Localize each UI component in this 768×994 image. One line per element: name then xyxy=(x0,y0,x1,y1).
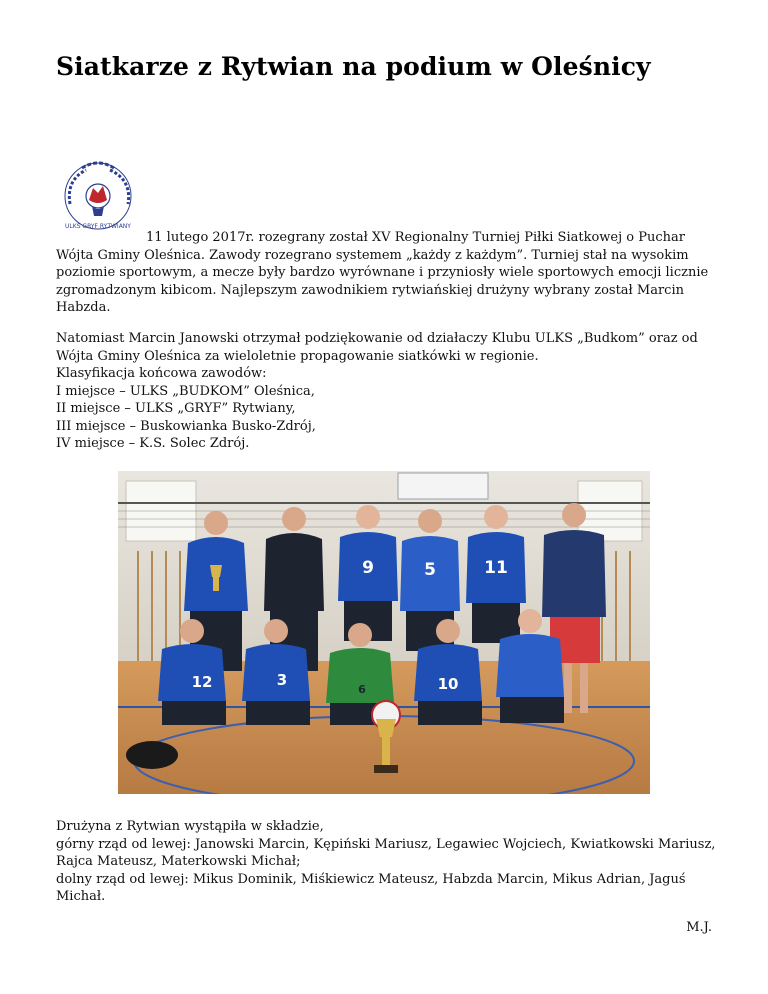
results-line: Klasyfikacja końcowa zawodów: xyxy=(56,366,267,381)
results-line: I miejsce – ULKS „BUDKOM” Oleśnica, xyxy=(56,383,315,399)
jersey-number: 9 xyxy=(362,558,374,578)
results-paragraph xyxy=(56,330,716,453)
article-title: Siatkarze z Rytwian na podium w Oleśnicy xyxy=(56,52,651,81)
team-photo xyxy=(118,471,650,794)
jersey-number: 3 xyxy=(276,671,288,689)
caption-line: Drużyna z Rytwian wystąpiła w składzie, xyxy=(56,819,324,834)
results-line: Natomiast Marcin Janowski otrzymał podziękowanie od działaczy Klubu ULKS „Budkom” oraz od xyxy=(56,331,698,346)
intro-paragraph xyxy=(56,229,716,317)
results-line: II miejsce – ULKS „GRYF” Rytwiany, xyxy=(56,401,296,416)
jersey-number: 12 xyxy=(191,673,213,691)
gryf-club-emblem-icon xyxy=(56,160,140,232)
photo-caption xyxy=(56,818,726,906)
jersey-number: 6 xyxy=(358,683,366,696)
jersey-number: 11 xyxy=(484,558,508,578)
results-line: IV miejsce – K.S. Solec Zdrój. xyxy=(56,436,250,451)
jersey-number: 5 xyxy=(424,560,436,580)
caption-line: górny rząd od lewej: Janowski Marcin, Kępiński Mariusz, Legawiec Wojciech, Kwiatkowski Mariusz, xyxy=(56,836,716,852)
caption-line: Rajca Mateusz, Materkowski Michał; xyxy=(56,854,301,869)
results-line: Wójta Gminy Oleśnica za wieloletnie propagowanie siatkówki w regionie. xyxy=(56,348,539,364)
jersey-number: 10 xyxy=(437,675,459,693)
caption-line: dolny rząd od lewej: Mikus Dominik, Miśkiewicz Mateusz, Habzda Marcin, Mikus Adrian, Jaguś xyxy=(56,871,686,887)
author-signature: M.J. xyxy=(686,920,712,935)
results-line: III miejsce – Buskowianka Busko-Zdrój, xyxy=(56,418,316,434)
logo-text: ULKS GRYF RYTWIANY xyxy=(65,223,131,230)
intro-text: 11 lutego 2017r. rozegrany został XV Regionalny Turniej Piłki Siatkowej o Puchar Wójta Gminy Oleśnica. Zawody rozegrano systemem „każdy z każdym”. Turniej stał na wysokim poziomie sportowym, a mecze były bardzo wyrównane i przyniosły wiele sportowych emocji licznie zgromadzonym kibicom. Najlepszym zawodnikiem rytwiańskiej drużyny wybrany został Marcin Habzda. xyxy=(56,230,709,315)
caption-line: Michał. xyxy=(56,889,106,904)
